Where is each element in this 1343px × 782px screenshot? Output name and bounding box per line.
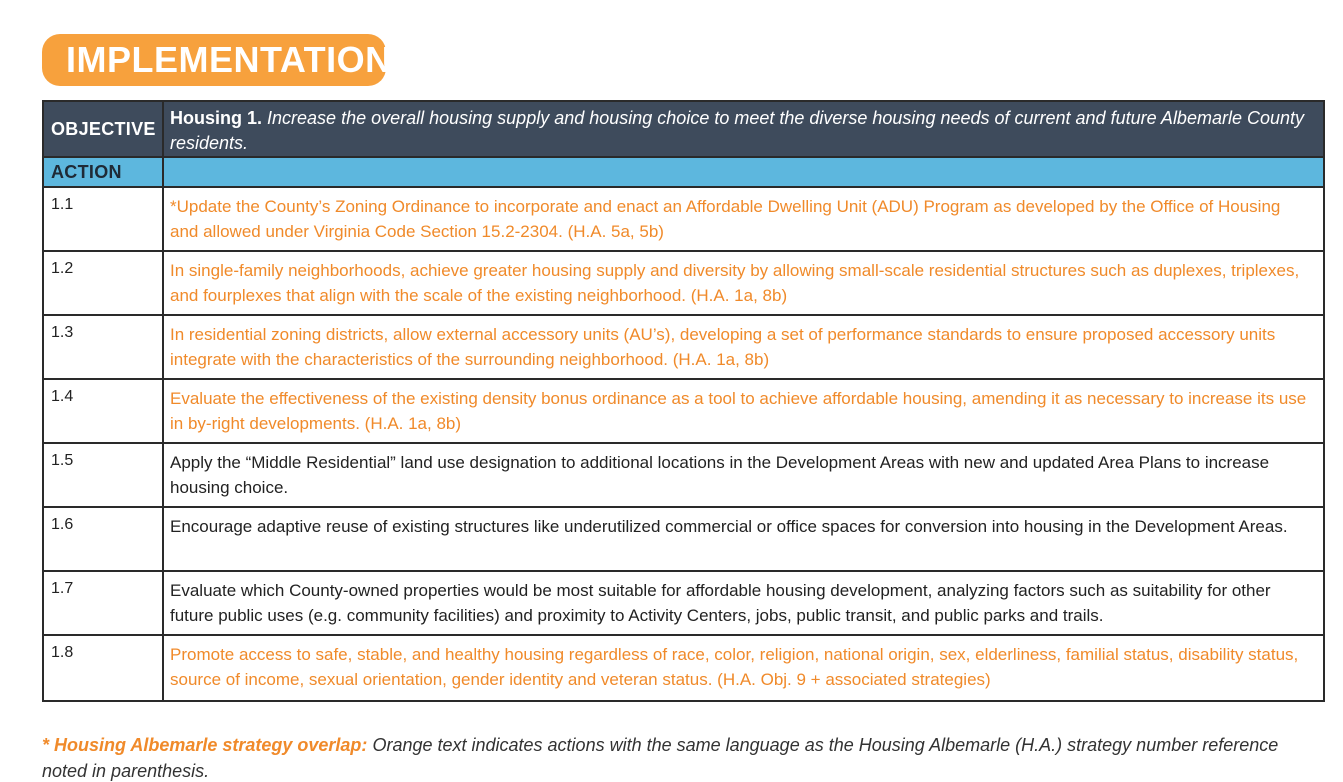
objective-label: OBJECTIVE bbox=[44, 102, 164, 156]
action-number: 1.4 bbox=[44, 380, 164, 442]
objective-header-row bbox=[44, 102, 1323, 158]
table-row bbox=[44, 316, 1323, 380]
page-title: IMPLEMENTATION bbox=[42, 34, 386, 86]
action-header-row bbox=[44, 158, 1323, 188]
table-row bbox=[44, 188, 1323, 252]
action-number: 1.8 bbox=[44, 636, 164, 700]
objective-text: Increase the overall housing supply and housing choice to meet the diverse housing needs of current and future Albemarle County residents. bbox=[170, 108, 1304, 153]
action-number: 1.2 bbox=[44, 252, 164, 314]
action-text: In residential zoning districts, allow external accessory units (AU’s), developing a set of performance standards to ensure proposed accessory units integrate with the characteristics of the surrounding neighborhood. (H.A. 1a, 8b) bbox=[170, 325, 1276, 369]
action-header-blank bbox=[164, 158, 1323, 186]
footnote-lead: * Housing Albemarle strategy overlap: bbox=[42, 735, 368, 755]
table-row bbox=[44, 380, 1323, 444]
action-text: Evaluate which County-owned properties would be most suitable for affordable housing development, analyzing factors such as suitability for other future public uses (e.g. community facilities) and proximity to Activity Centers, jobs, public transit, and public parks and trails. bbox=[170, 581, 1271, 625]
action-text: *Update the County’s Zoning Ordinance to incorporate and enact an Affordable Dwelling Unit (ADU) Program as developed by the Office of Housing and allowed under Virginia Code Section 15.2-2304. (H.A. 5a, 5b) bbox=[170, 197, 1281, 241]
table-row bbox=[44, 572, 1323, 636]
footnote bbox=[42, 732, 1312, 782]
implementation-table bbox=[42, 100, 1325, 702]
action-text: Promote access to safe, stable, and healthy housing regardless of race, color, religion, national origin, sex, elderliness, familial status, disability status, source of income, sexual orientation, gender identity and veteran status. (H.A. Obj. 9 + associated strategies) bbox=[170, 645, 1299, 689]
action-text: Apply the “Middle Residential” land use designation to additional locations in the Development Areas with new and updated Area Plans to increase housing choice. bbox=[170, 453, 1270, 497]
action-number: 1.3 bbox=[44, 316, 164, 378]
table-row bbox=[44, 252, 1323, 316]
objective-name: Housing 1. bbox=[170, 108, 263, 128]
action-label: ACTION bbox=[44, 158, 164, 186]
action-text: Evaluate the effectiveness of the existing density bonus ordinance as a tool to achieve affordable housing, amending it as necessary to increase its use in by-right developments. (H.A. 1a, 8b) bbox=[170, 389, 1307, 433]
action-number: 1.5 bbox=[44, 444, 164, 506]
footnote-text: Orange text indicates actions with the same language as the Housing Albemarle (H.A.) strategy number reference noted in parenthesis. bbox=[42, 735, 1279, 781]
table-row bbox=[44, 444, 1323, 508]
action-text: Encourage adaptive reuse of existing structures like underutilized commercial or office spaces for conversion into housing in the Development Areas. bbox=[170, 517, 1288, 536]
action-number: 1.1 bbox=[44, 188, 164, 250]
action-number: 1.6 bbox=[44, 508, 164, 570]
table-row bbox=[44, 636, 1323, 700]
action-text: In single-family neighborhoods, achieve greater housing supply and diversity by allowing small-scale residential structures such as duplexes, triplexes, and fourplexes that align with the scale of the existing neighborhood. (H.A. 1a, 8b) bbox=[170, 261, 1300, 305]
table-row bbox=[44, 508, 1323, 572]
objective-description bbox=[164, 102, 1323, 156]
action-number: 1.7 bbox=[44, 572, 164, 634]
action-rows bbox=[44, 188, 1323, 700]
